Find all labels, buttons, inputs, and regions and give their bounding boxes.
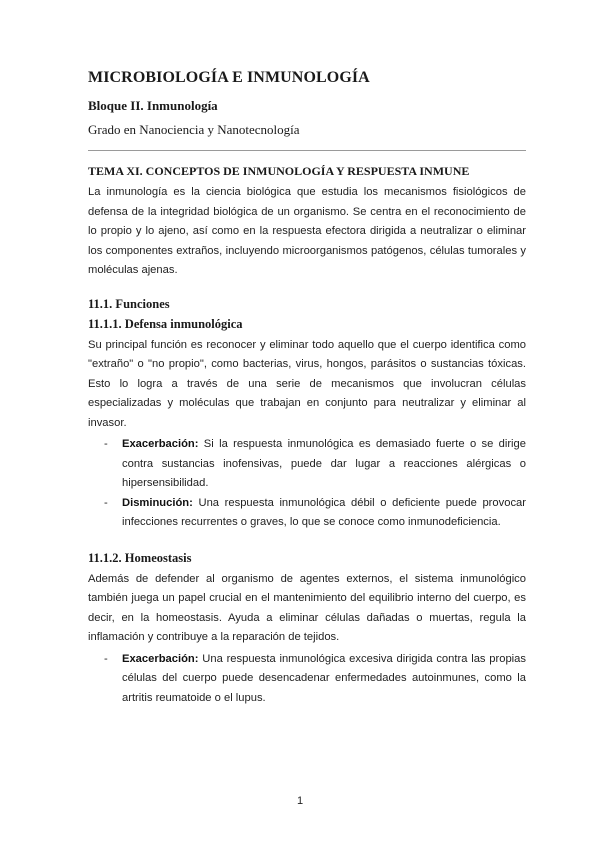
bullet-label: Disminución: [122, 496, 193, 509]
header-divider [88, 150, 526, 151]
homeostasis-bullet-list [88, 650, 526, 709]
section-homeostasis-title: 11.1.2. Homeostasis [88, 550, 192, 565]
list-item [104, 435, 526, 494]
topic-title: TEMA XI. CONCEPTOS DE INMUNOLOGÍA Y RESPUESTA INMUNE [88, 164, 470, 178]
bullet-dash: - [104, 438, 108, 450]
block-subtitle: Bloque II. Inmunología [88, 98, 218, 113]
page-number: 1 [296, 795, 304, 807]
section-defense-paragraph: Su principal función es reconocer y eliminar todo aquello que el cuerpo identifica como "extraño" o "no propio", como bacterias, virus, hongos, parásitos o sustancias tóxicas. Esto lo logra a través de una serie de mecanismos que involucran células especializadas y moléculas que trabajan en conjunto para neutralizar y eliminar al invasor. [88, 338, 526, 429]
topic-intro-paragraph: La inmunología es la ciencia biológica que estudia los mecanismos fisiológicos de defensa de la integridad biológica de un organismo. Se centra en el reconocimiento de lo propio y lo ajeno, así como en la respuesta efectora dirigida a neutralizar o eliminar los componentes extraños, incluyendo microorganismos patógenos, células tumorales y moléculas ajenas. [88, 186, 526, 276]
bullet-text: Una respuesta inmunológica excesiva dirigida contra las propias células del cuerpo puede desencadenar enfermedades autoinmunes, como la artritis reumatoide o el lupus. [122, 652, 526, 704]
degree-subtitle: Grado en Nanociencia y Nanotecnología [88, 122, 300, 137]
list-item [104, 494, 526, 533]
section-functions-title: 11.1. Funciones [88, 296, 170, 311]
bullet-text: Si la respuesta inmunológica es demasiado fuerte o se dirige contra sustancias inofensivas, puede dar lugar a reacciones alérgicas o hipersensibilidad. [122, 438, 526, 489]
bullet-dash: - [104, 496, 108, 509]
defense-bullet-list [88, 435, 526, 533]
section-homeostasis-paragraph: Además de defender al organismo de agentes externos, el sistema inmunológico también juega un papel crucial en el mantenimiento del equilibrio interno del cuerpo, es decir, en la homeostasis. Ayuda a eliminar células dañadas o muertas, regula la inflamación y contribuye a la reparación de tejidos. [88, 572, 526, 643]
list-item [104, 650, 526, 709]
bullet-label: Exacerbación: [122, 652, 199, 665]
bullet-label: Exacerbación: [122, 438, 199, 450]
bullet-text: Una respuesta inmunológica débil o deficiente puede provocar infecciones recurrentes o graves, lo que se conoce como inmunodeficiencia. [122, 496, 526, 528]
bullet-dash: - [104, 652, 108, 665]
document-title: MICROBIOLOGÍA E INMUNOLOGÍA [88, 69, 370, 86]
section-defense-title: 11.1.1. Defensa inmunológica [88, 316, 243, 331]
document-page [88, 68, 526, 708]
